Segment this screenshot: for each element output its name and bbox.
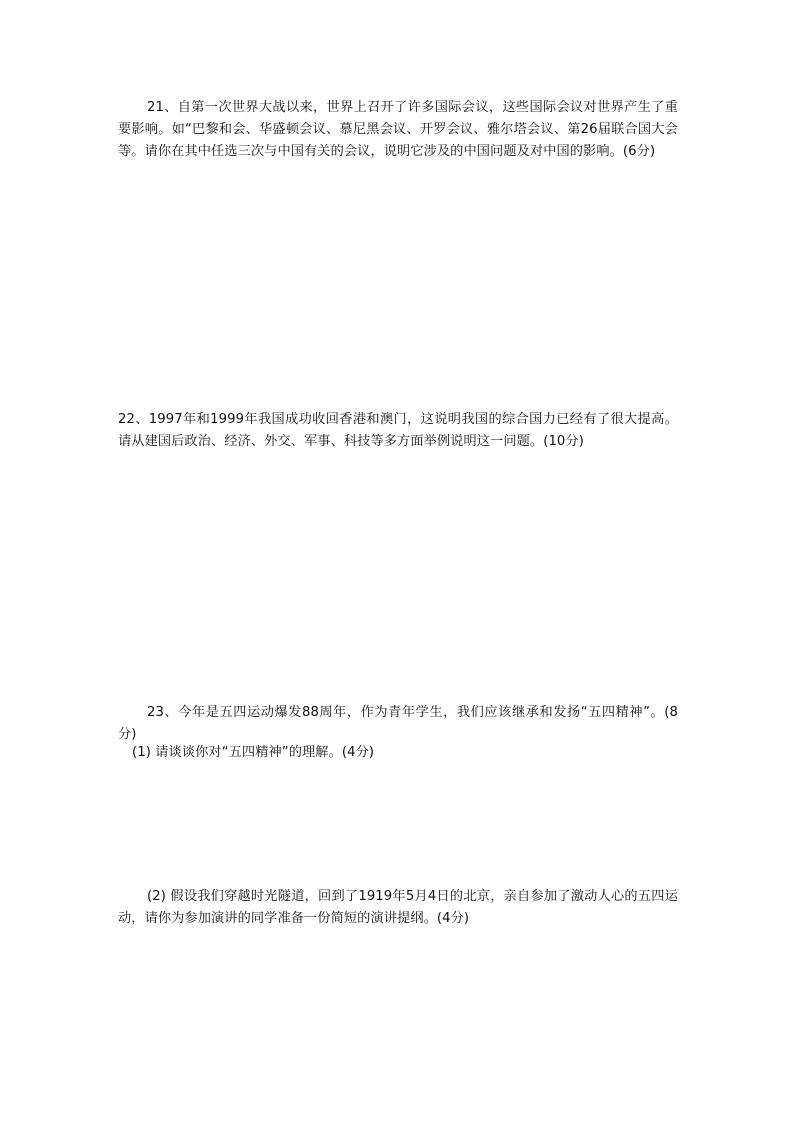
question-23-part-1: (1) 请谈谈你对“五四精神”的理解。(4分) — [132, 745, 375, 760]
question-23-part-2: (2) 假设我们穿越时光隧道，回到了1919年5月4日的北京，亲自参加了激动人心的五四运动，请你为参加演讲的同学准备一份简短的演讲提纲。(4分) — [118, 889, 678, 926]
question-22: 22、1997年和1999年我国成功收回香港和澳门，这说明我国的综合国力已经有了很大提高。请从建国后政治、经济、外交、军事、科技等多方面举例说明这一问题。(10分) — [118, 412, 678, 449]
question-21: 21、自第一次世界大战以来，世界上召开了许多国际会议，这些国际会议对世界产生了重要影响。如“巴黎和会、华盛顿会议、慕尼黑会议、开罗会议、雅尔塔会议、第26届联合国大会等。请你在其中任选三次与中国有关的会议，说明它涉及的中国问题及对中国的影响。(6分) — [118, 100, 678, 159]
question-23: 23、今年是五四运动爆发88周年，作为青年学生，我们应该继承和发扬“五四精神”。(8分) — [118, 705, 678, 742]
